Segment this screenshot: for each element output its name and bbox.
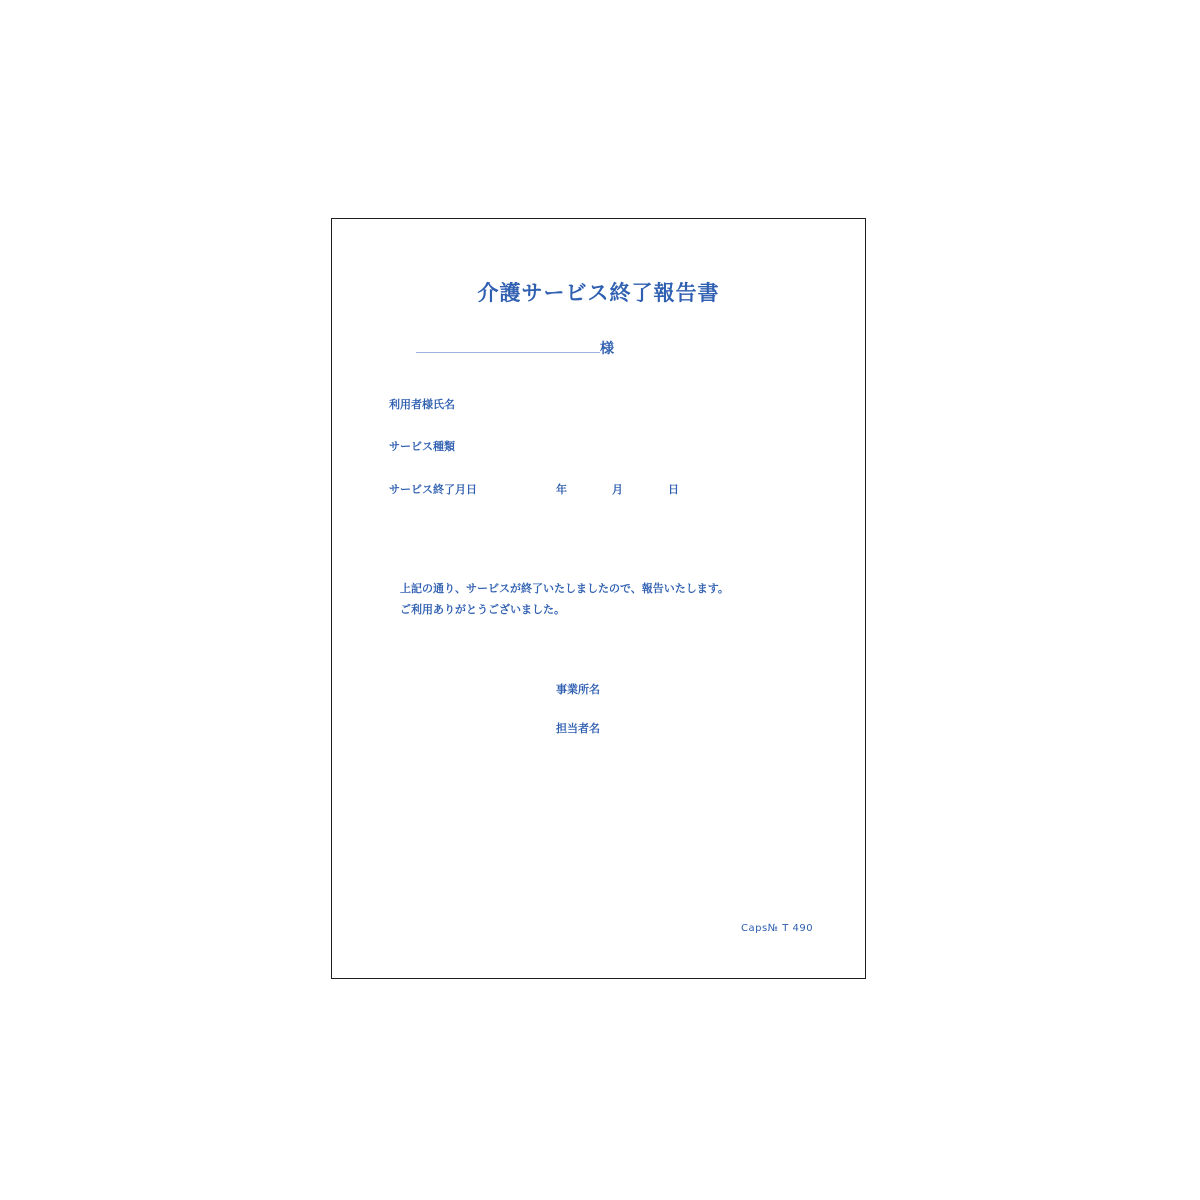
user-name-label: 利用者様氏名	[389, 398, 455, 411]
office-name-label: 事業所名	[556, 683, 600, 696]
end-date-label: サービス終了月日	[389, 483, 477, 496]
month-label: 月	[612, 483, 623, 496]
service-type-label: サービス種類	[389, 440, 455, 453]
staff-name-label: 担当者名	[556, 722, 600, 735]
message-line-1: 上記の通り、サービスが終了いたしましたので、報告いたします。	[400, 582, 729, 595]
recipient-honorific: 様	[600, 341, 614, 357]
day-label: 日	[668, 483, 679, 496]
product-code: Caps№ T 490	[741, 923, 814, 934]
year-label: 年	[556, 483, 567, 496]
message-line-2: ご利用ありがとうございました。	[400, 603, 565, 616]
report-sheet	[331, 218, 866, 979]
document-title: 介護サービス終了報告書	[477, 280, 720, 305]
recipient-name-line	[416, 352, 600, 353]
